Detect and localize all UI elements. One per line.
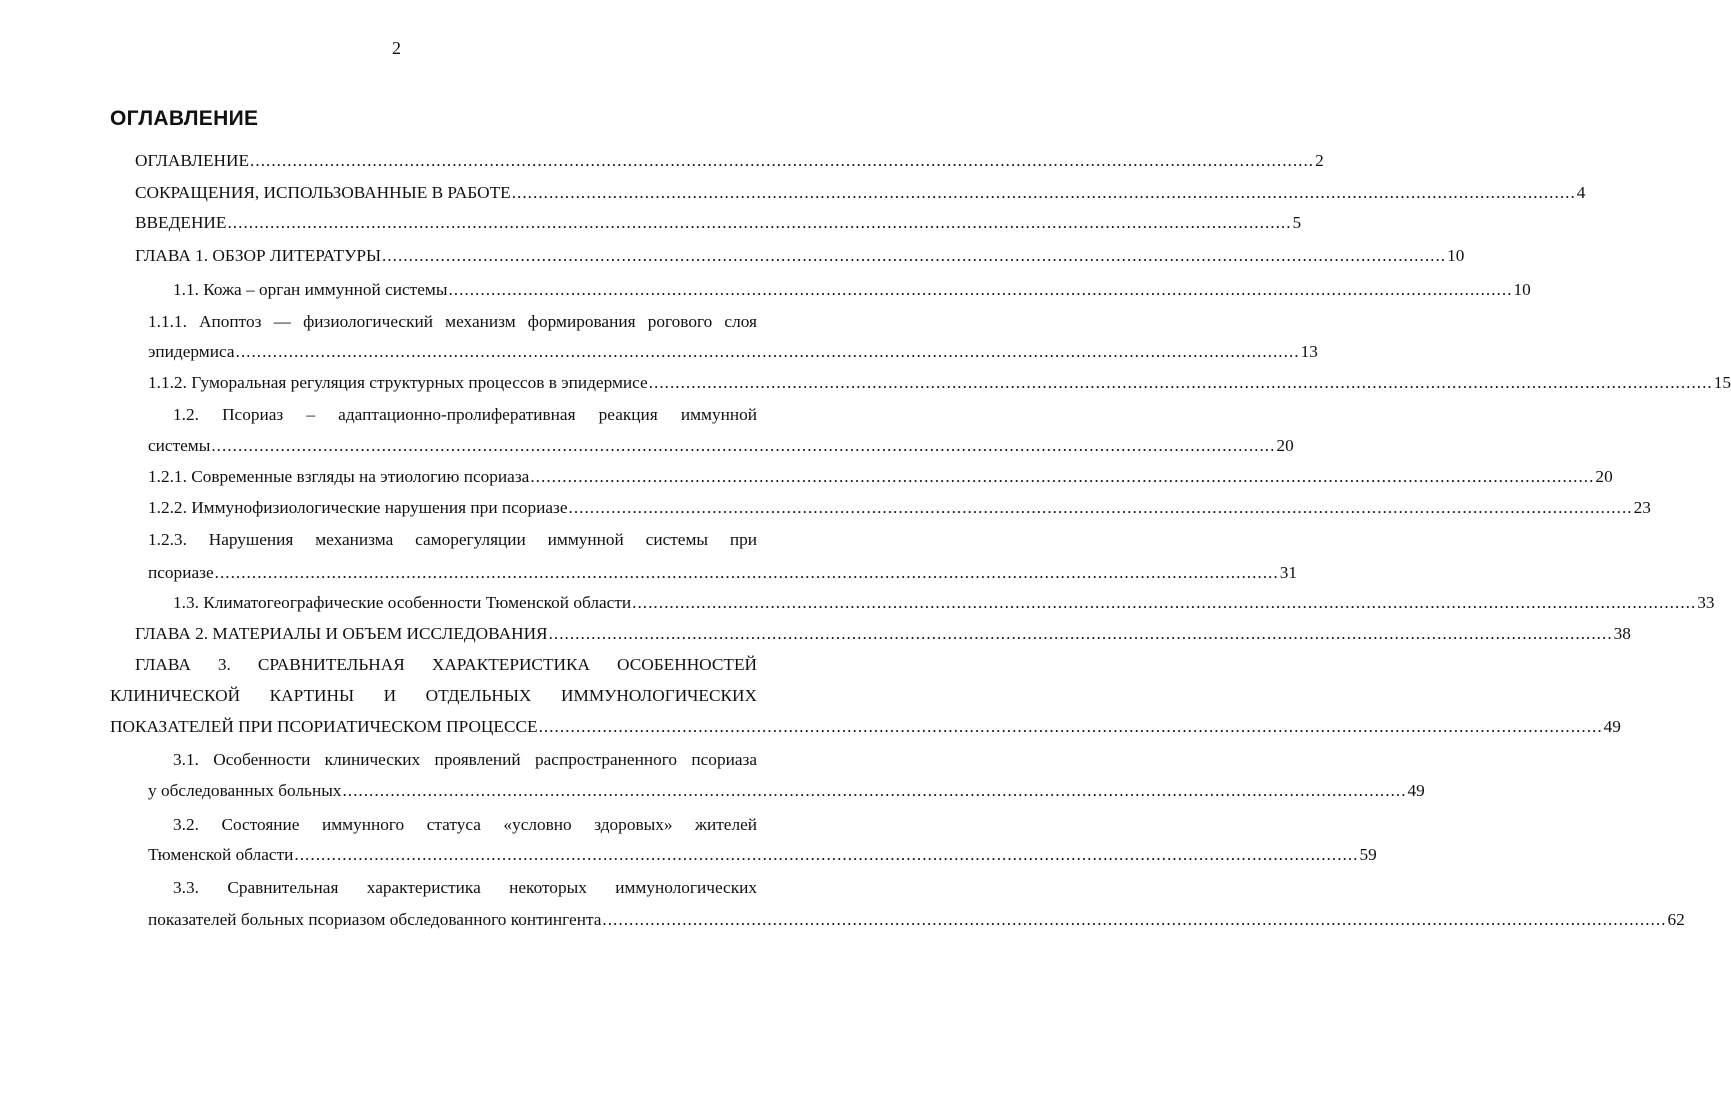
toc-leader-dots: ........................................................................................................................................................................................................ — [214, 563, 1279, 582]
toc-entry[interactable] — [148, 781, 1425, 801]
toc-leader-dots: ........................................................................................................................................................................................................ — [294, 845, 1359, 864]
toc-entry-title: Тюменской области — [148, 845, 294, 864]
toc-entry-page: 5 — [1292, 213, 1302, 232]
toc-entry-page: 33 — [1697, 593, 1715, 612]
toc-entry-page: 15 — [1713, 373, 1731, 392]
toc-entry-title: ВВЕДЕНИЕ — [135, 213, 227, 232]
toc-entry-page: 23 — [1633, 498, 1651, 517]
toc-entry-title: системы — [148, 436, 211, 455]
toc-entry-line[interactable]: 1.2.3. Нарушения механизма саморегуляции иммунной системы при — [148, 530, 757, 549]
toc-entry[interactable] — [148, 845, 1377, 865]
toc-entry-page: 31 — [1279, 563, 1297, 582]
toc-entry[interactable] — [148, 910, 1685, 930]
toc-entry-title: псориазе — [148, 563, 214, 582]
toc-entry-title: ГЛАВА 2. МАТЕРИАЛЫ И ОБЪЕМ ИССЛЕДОВАНИЯ — [135, 624, 548, 643]
toc-entry-page: 38 — [1613, 624, 1631, 643]
toc-leader-dots: ........................................................................................................................................................................................................ — [538, 717, 1603, 736]
toc-leader-dots: ........................................................................................................................................................................................................ — [211, 436, 1276, 455]
toc-entry-line[interactable]: ГЛАВА 3. СРАВНИТЕЛЬНАЯ ХАРАКТЕРИСТИКА ОСОБЕННОСТЕЙ — [135, 655, 757, 674]
toc-leader-dots: ........................................................................................................................................................................................................ — [548, 624, 1613, 643]
toc-entry-title: СОКРАЩЕНИЯ, ИСПОЛЬЗОВАННЫЕ В РАБОТЕ — [135, 183, 511, 202]
page-number: 2 — [392, 38, 401, 58]
toc-entry-title: ПОКАЗАТЕЛЕЙ ПРИ ПСОРИАТИЧЕСКОМ ПРОЦЕССЕ — [110, 717, 538, 736]
toc-entry-page: 2 — [1315, 151, 1324, 170]
toc-entry-title: показателей больных псориазом обследованного контингента — [148, 910, 602, 929]
toc-entry-page: 10 — [1513, 280, 1531, 299]
toc-entry-line[interactable]: 3.1. Особенности клинических проявлений распространенного псориаза — [173, 750, 757, 769]
toc-entry-line[interactable]: КЛИНИЧЕСКОЙ КАРТИНЫ И ОТДЕЛЬНЫХ ИММУНОЛОГИЧЕСКИХ — [110, 686, 757, 705]
toc-entry[interactable] — [135, 213, 1302, 233]
toc-entry-page: 49 — [1407, 781, 1425, 800]
toc-entry-title: 1.3. Климатогеографические особенности Тюменской области — [173, 593, 632, 612]
toc-leader-dots: ........................................................................................................................................................................................................ — [448, 280, 1513, 299]
toc-entry-page: 59 — [1359, 845, 1377, 864]
toc-entry-title: 1.2.1. Современные взгляды на этиологию псориаза — [148, 467, 530, 486]
toc-entry-title: 1.1.2. Гуморальная регуляция структурных процессов в эпидермисе — [148, 373, 648, 392]
toc-entry[interactable] — [148, 467, 1613, 487]
toc-leader-dots: ........................................................................................................................................................................................................ — [235, 342, 1300, 361]
page-title: ОГЛАВЛЕНИЕ — [110, 107, 259, 130]
toc-entry[interactable] — [135, 246, 1465, 266]
toc-entry[interactable] — [173, 280, 1531, 300]
toc-entry-title: эпидермиса — [148, 342, 235, 361]
toc-entry[interactable] — [148, 373, 1731, 393]
toc-entry-page: 20 — [1595, 467, 1613, 486]
toc-entry[interactable] — [148, 436, 1294, 456]
toc-leader-dots: ........................................................................................................................................................................................................ — [511, 183, 1576, 202]
toc-entry-page: 49 — [1603, 717, 1621, 736]
toc-leader-dots: ........................................................................................................................................................................................................ — [568, 498, 1633, 517]
toc-entry-line[interactable]: 1.1.1. Апоптоз — физиологический механизм формирования рогового слоя — [148, 312, 757, 331]
toc-entry-page: 10 — [1447, 246, 1465, 265]
toc-entry-page: 62 — [1667, 910, 1685, 929]
toc-entry-line[interactable]: 3.3. Сравнительная характеристика некоторых иммунологических — [173, 878, 757, 897]
toc-leader-dots: ........................................................................................................................................................................................................ — [382, 246, 1447, 265]
toc-entry[interactable] — [148, 342, 1318, 362]
toc-leader-dots: ........................................................................................................................................................................................................ — [602, 910, 1667, 929]
toc-entry-page: 20 — [1276, 436, 1294, 455]
toc-entry-title: у обследованных больных — [148, 781, 342, 800]
toc-entry-page: 4 — [1576, 183, 1586, 202]
toc-entry[interactable] — [135, 151, 1324, 171]
toc-entry[interactable] — [148, 498, 1651, 518]
toc-entry-line[interactable]: 1.2. Псориаз – адаптационно-пролиферативная реакция иммунной — [173, 405, 757, 424]
toc-entry-page: 13 — [1300, 342, 1318, 361]
toc-entry[interactable] — [173, 593, 1715, 613]
toc-entry-title: 1.1. Кожа – орган иммунной системы — [173, 280, 448, 299]
toc-leader-dots: ........................................................................................................................................................................................................ — [227, 213, 1292, 232]
toc-entry-title: ОГЛАВЛЕНИЕ — [135, 151, 250, 170]
toc-entry[interactable] — [148, 563, 1297, 583]
toc-entry-title: 1.2.2. Иммунофизиологические нарушения при псориазе — [148, 498, 568, 517]
toc-entry-title: ГЛАВА 1. ОБЗОР ЛИТЕРАТУРЫ — [135, 246, 382, 265]
toc-entry[interactable] — [135, 624, 1631, 644]
toc-entry-line[interactable]: 3.2. Состояние иммунного статуса «условно здоровых» жителей — [173, 815, 757, 834]
toc-leader-dots: ........................................................................................................................................................................................................ — [530, 467, 1595, 486]
toc-leader-dots: ........................................................................................................................................................................................................ — [342, 781, 1407, 800]
toc-leader-dots: ........................................................................................................................................................................................................ — [648, 373, 1713, 392]
toc-entry[interactable] — [135, 183, 1586, 203]
toc-leader-dots: ........................................................................................................................................................................................................ — [250, 151, 1315, 170]
toc-leader-dots: ........................................................................................................................................................................................................ — [632, 593, 1697, 612]
toc-entry[interactable] — [110, 717, 1621, 737]
